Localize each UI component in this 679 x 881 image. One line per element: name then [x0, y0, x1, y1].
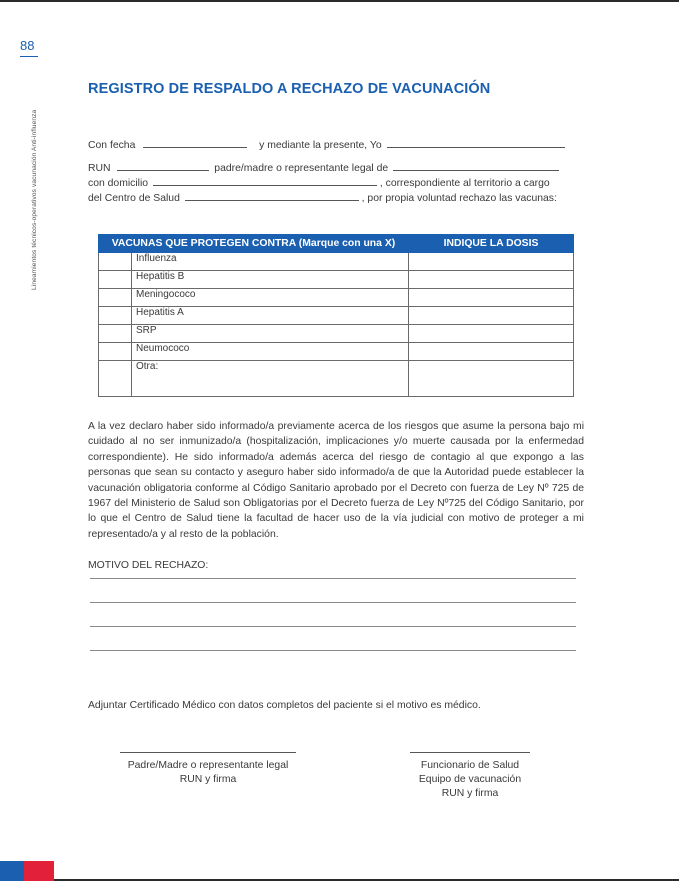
run-field[interactable] — [117, 161, 209, 171]
table-row — [99, 271, 574, 289]
signature-staff-team: Equipo de vacunación — [418, 774, 522, 786]
dose-cell[interactable] — [409, 271, 574, 289]
run-row — [88, 161, 559, 174]
vaccine-name: Meningococo — [132, 289, 409, 307]
signature-line-staff[interactable] — [410, 752, 530, 753]
declaration-line: enfermedad correspondiente). He sido informado/a además acerca del riesgo de contagio al que — [88, 436, 584, 463]
signature-line-parent[interactable] — [120, 752, 296, 753]
vaccine-check-box[interactable] — [99, 307, 132, 325]
motivo-label: MOTIVO DEL RECHAZO: — [88, 560, 209, 571]
dose-cell[interactable] — [409, 253, 574, 271]
side-caption: Lineamientos técnicos-operativos vacunación Anti-influenza — [31, 109, 38, 290]
corner-blue-block — [0, 861, 24, 881]
presente-label: y mediante la presente, Yo — [259, 140, 382, 151]
page-number: 88 — [20, 38, 35, 53]
centro-field[interactable] — [185, 191, 359, 201]
vaccine-check-box[interactable] — [99, 361, 132, 397]
declaration-line: con fuerza de Ley Nº 725 de 1967 del Ministerio de Salud son Obligatorias por el Decreto fuerza de — [88, 482, 584, 510]
centro-label: del Centro de Salud — [88, 193, 180, 204]
dose-cell[interactable] — [409, 289, 574, 307]
vaccine-check-box[interactable] — [99, 271, 132, 289]
vaccine-name[interactable]: Otra: — [132, 361, 409, 397]
declaration-line: judicial con motivo de proteger a mi representado/a y al resto de la población. — [88, 513, 584, 540]
declaration-line: Ley Nº725 del Código Sanitario, por lo que el Centro de Salud tiene la facultad de hacer uso de la vía — [88, 498, 585, 525]
table-row — [99, 307, 574, 325]
table-header-row — [99, 235, 574, 253]
table-row — [99, 325, 574, 343]
page-number-rule — [20, 56, 38, 57]
vaccine-name: Hepatitis B — [132, 271, 409, 289]
nombre-field[interactable] — [387, 138, 565, 148]
signature-parent-role: Padre/Madre o representante legal — [127, 760, 289, 771]
fecha-row — [88, 138, 565, 151]
dose-cell[interactable] — [409, 307, 574, 325]
signature-block-parent — [108, 759, 308, 787]
motivo-line[interactable] — [90, 650, 576, 651]
padre-label: padre/madre o representante legal de — [214, 163, 389, 174]
header-vaccines: VACUNAS QUE PROTEGEN CONTRA (Marque con una X) — [99, 235, 409, 253]
vaccine-check-box[interactable] — [99, 325, 132, 343]
table-row — [99, 361, 574, 397]
vaccine-name: Hepatitis A — [132, 307, 409, 325]
declaration-text — [88, 419, 584, 542]
declaration-line: A la vez declaro haber sido informado/a previamente acerca de los riesgos que asume la persona — [88, 421, 547, 432]
declaration-line: bajo mi cuidado al no ser inmunizado/a (hospitalización, implicaciones y/o muerte causada por la — [88, 421, 585, 448]
vaccine-check-box[interactable] — [99, 289, 132, 307]
vaccine-name: Influenza — [132, 253, 409, 271]
declaration-line: expongo a las personas que sean su contacto y aseguro haber sido informado/a de que la Autoridad — [88, 451, 584, 479]
table-row — [99, 343, 574, 361]
corner-red-block — [24, 861, 54, 881]
header-dose: INDIQUE LA DOSIS — [409, 235, 574, 253]
signature-block-staff — [390, 759, 550, 802]
signature-parent-run: RUN y firma — [179, 774, 237, 786]
motivo-line[interactable] — [90, 626, 576, 627]
fecha-label: Con fecha — [88, 140, 136, 151]
declaration-line: puede establecer la vacunación obligatoria conforme al Código Sanitario aprobado por el Decreto — [88, 467, 584, 494]
motivo-line[interactable] — [90, 602, 576, 603]
signature-staff-role: Funcionario de Salud — [420, 760, 520, 771]
signature-staff-run: RUN y firma — [441, 788, 499, 800]
vaccine-name: Neumococo — [132, 343, 409, 361]
domicilio-row — [88, 176, 550, 189]
motivo-line[interactable] — [90, 578, 576, 579]
dose-cell[interactable] — [409, 325, 574, 343]
table-row — [99, 289, 574, 307]
representado-field[interactable] — [393, 161, 559, 171]
run-label: RUN — [88, 163, 111, 174]
rechazo-label: , por propia voluntad rechazo las vacunas: — [361, 193, 557, 204]
vaccine-name: SRP — [132, 325, 409, 343]
document-title: REGISTRO DE RESPALDO A RECHAZO DE VACUNACIÓN — [88, 81, 491, 97]
vaccine-check-box[interactable] — [99, 343, 132, 361]
territorio-label: , correspondiente al territorio a cargo — [379, 178, 550, 189]
dose-cell[interactable] — [409, 343, 574, 361]
centro-row — [88, 191, 557, 204]
table-row — [99, 253, 574, 271]
top-rule — [0, 0, 679, 2]
domicilio-label: con domicilio — [88, 178, 149, 189]
vaccine-table — [98, 234, 574, 397]
fecha-field[interactable] — [143, 138, 247, 148]
medical-note: Adjuntar Certificado Médico con datos completos del paciente si el motivo es médico. — [88, 700, 481, 711]
domicilio-field[interactable] — [153, 176, 377, 186]
dose-cell[interactable] — [409, 361, 574, 397]
vaccine-check-box[interactable] — [99, 253, 132, 271]
